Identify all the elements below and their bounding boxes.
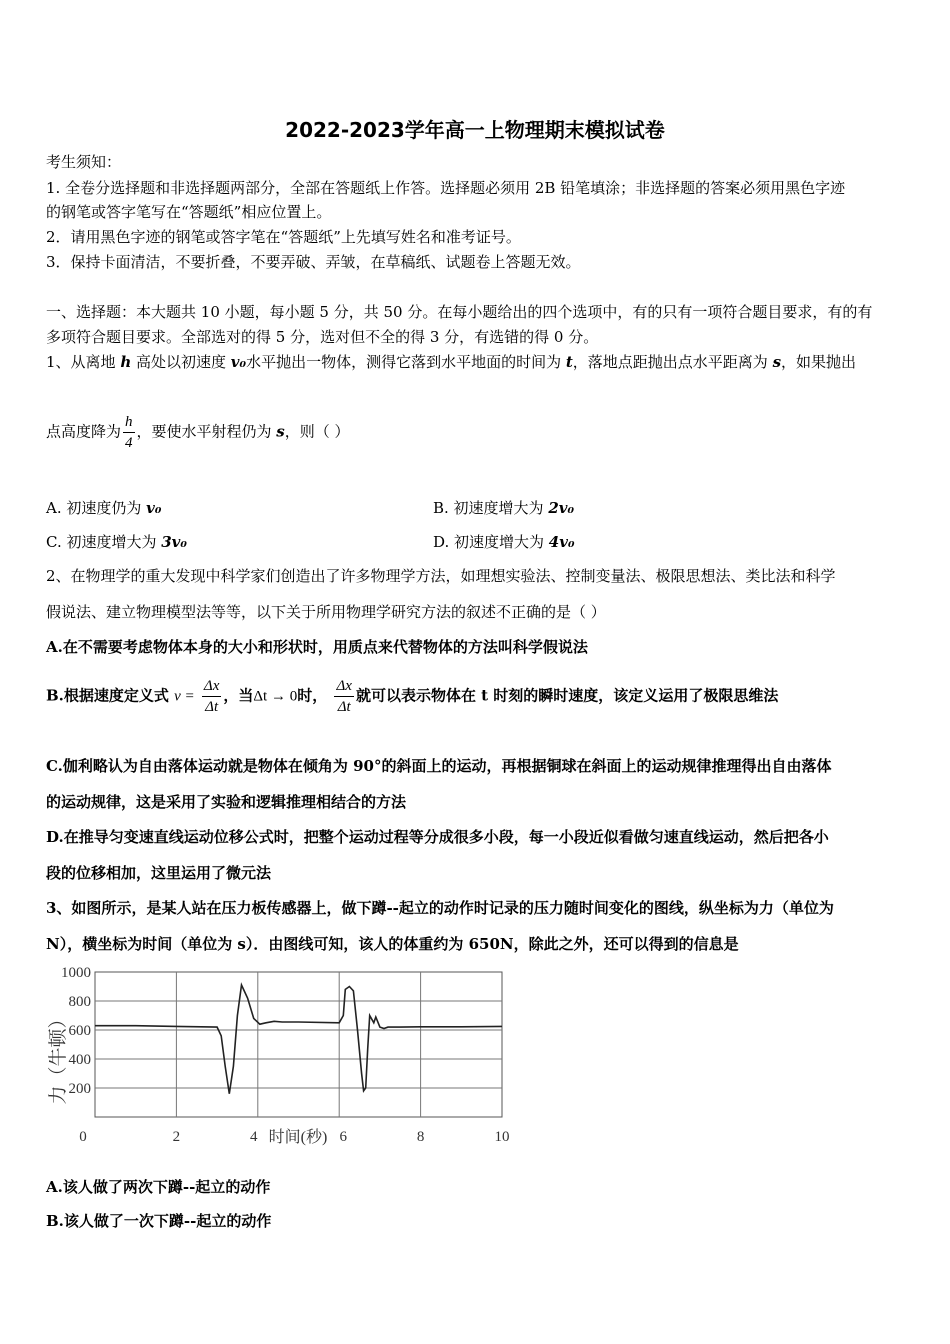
x-tick-label: 8 xyxy=(416,1129,425,1145)
question-1-stem: 1、从离地 h 高处以初速度 v₀水平抛出一物体，测得它落到水平地面的时间为 t，落地点距抛出点水平距离为 s，如果抛出 xyxy=(46,353,857,371)
chart-grid xyxy=(95,972,502,1117)
page-title: 2022-2023学年高一上物理期末模拟试卷 xyxy=(285,118,665,142)
plot-frame xyxy=(95,972,502,1117)
y-tick-label: 800 xyxy=(68,994,91,1010)
notice-header: 考生须知： xyxy=(46,153,122,171)
question-1-option-d[interactable]: D. 初速度增大为 4v₀ xyxy=(433,533,575,551)
y-tick-label: 400 xyxy=(68,1052,91,1068)
y-tick-label: 1000 xyxy=(61,965,91,981)
force-time-chart xyxy=(40,962,520,1152)
notice-item-1-cont: 的钢笔或答字笔写在“答题纸”相应位置上。 xyxy=(46,203,332,221)
x-tick-label: 2 xyxy=(172,1129,181,1145)
fraction-dx-dt-2: $\frac{\Delta x}{\Delta t}$ xyxy=(336,678,352,715)
question-2-option-d-cont: 段的位移相加，这里运用了微元法 xyxy=(46,864,272,882)
section-heading: 一、选择题：本大题共 10 小题，每小题 5 分，共 50 分。在每小题给出的四个选项中，有的只有一项符合题目要求，有的有 xyxy=(46,303,873,321)
question-1-option-c[interactable]: C. 初速度增大为 3v₀ xyxy=(46,533,187,551)
notice-item-2: 2．请用黑色字迹的钢笔或答字笔在“答题纸”上先填写姓名和准考证号。 xyxy=(46,228,521,246)
x-axis-label: 时间(秒) xyxy=(268,1129,328,1146)
question-2-option-c-cont: 的运动规律，这是采用了实验和逻辑推理相结合的方法 xyxy=(46,793,407,811)
x-tick-label: 0 xyxy=(79,1129,87,1145)
section-heading-cont: 多项符合题目要求。全部选对的得 5 分，选对但不全的得 3 分，有选错的得 0 分。 xyxy=(46,328,599,346)
x-tick-label: 4 xyxy=(250,1129,258,1145)
notice-item-1: 1. 全卷分选择题和非选择题两部分，全部在答题纸上作答。选择题必须用 2B 铅笔填涂；非选择题的答案必须用黑色字迹 xyxy=(46,179,846,197)
question-1-stem-cont: 点高度降为 $\frac{h}{4}$ ，要使水平射程仍为 s，则（ ） xyxy=(46,414,350,451)
question-2-stem: 2、在物理学的重大发现中科学家们创造出了许多物理学方法，如理想实验法、控制变量法、极限思想法、类比法和科学 xyxy=(46,567,836,585)
x-tick-label: 6 xyxy=(339,1129,347,1145)
question-2-option-d[interactable]: D.在推导匀变速直线运动位移公式时，把整个运动过程等分成很多小段，每一小段近似看做匀速直线运动，然后把各小 xyxy=(46,828,829,846)
question-3-stem: 3、如图所示，是某人站在压力板传感器上，做下蹲--起立的动作时记录的压力随时间变化的图线，纵坐标为力（单位为 xyxy=(46,899,834,917)
question-1-option-b[interactable]: B. 初速度增大为 2v₀ xyxy=(433,499,575,517)
question-3-option-a[interactable]: A.该人做了两次下蹲--起立的动作 xyxy=(46,1178,271,1196)
question-2-stem-cont: 假说法、建立物理模型法等等，以下关于所用物理学研究方法的叙述不正确的是（ ） xyxy=(46,603,606,621)
question-2-option-b[interactable]: B.根据速度定义式 v = $\frac{\Delta x}{\Delta t}$ ，当Δt → 0时， $\frac{\Delta x}{\Delta t}$ 就可以表示物体在 t 时刻的瞬时速度，该定义运用了极限思维法 xyxy=(46,678,779,715)
fraction-h-over-4: $\frac{h}{4}$ xyxy=(125,414,133,451)
question-3-stem-cont: N），横坐标为时间（单位为 s）．由图线可知，该人的体重约为 650N，除此之外，还可以得到的信息是 xyxy=(46,935,739,953)
notice-item-3: 3．保持卡面清洁，不要折叠，不要弄破、弄皱，在草稿纸、试题卷上答题无效。 xyxy=(46,253,581,271)
y-tick-label: 200 xyxy=(68,1081,91,1097)
question-2-option-c[interactable]: C.伽利略认为自由落体运动就是物体在倾角为 90°的斜面上的运动，再根据铜球在斜面上的运动规律推理得出自由落体 xyxy=(46,757,832,775)
question-3-option-b[interactable]: B.该人做了一次下蹲--起立的动作 xyxy=(46,1212,272,1230)
question-1-option-a[interactable]: A. 初速度仍为 v₀ xyxy=(46,499,162,517)
y-tick-label: 600 xyxy=(68,1023,91,1039)
fraction-dx-dt: $\frac{\Delta x}{\Delta t}$ xyxy=(203,678,220,715)
y-axis-label: 力（牛顿） xyxy=(48,1009,69,1105)
question-2-option-a[interactable]: A.在不需要考虑物体本身的大小和形状时，用质点来代替物体的方法叫科学假说法 xyxy=(46,638,588,656)
x-tick-label: 10 xyxy=(494,1129,510,1145)
